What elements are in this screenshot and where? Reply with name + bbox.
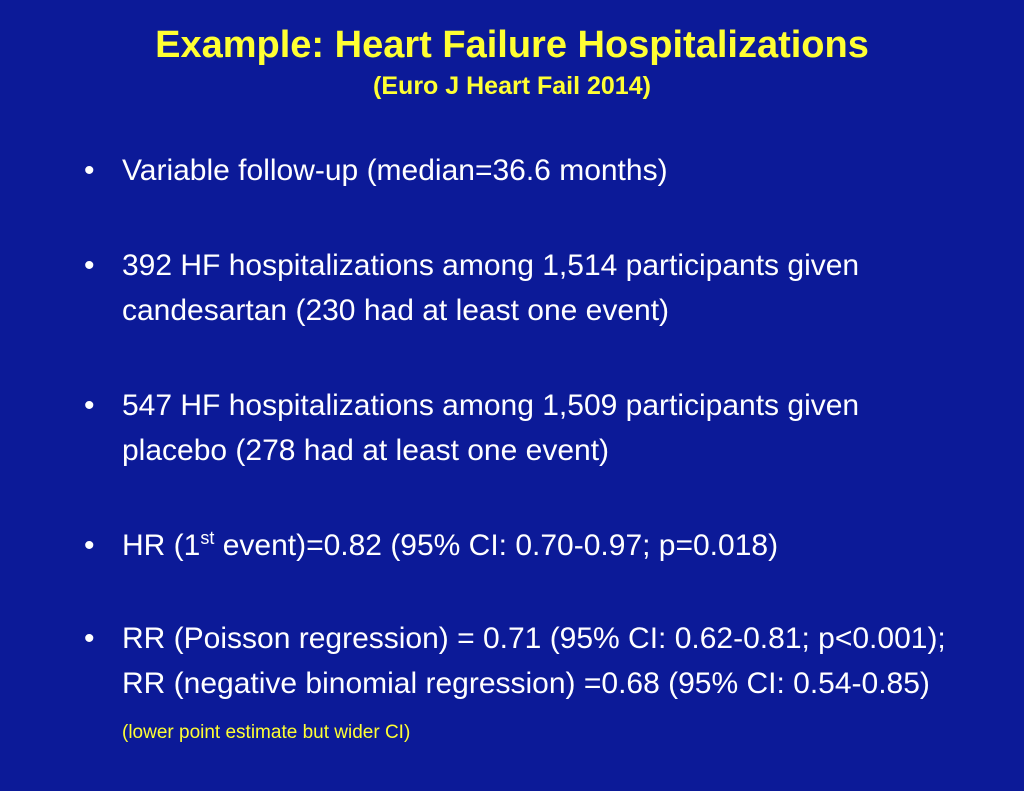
bullet-note: (lower point estimate but wider CI) [122,722,411,743]
bullet-dot: • [84,529,95,562]
title-block [0,22,1024,101]
bullet-text-post: event)=0.82 (95% CI: 0.70-0.97; p=0.018) [214,529,779,562]
slide-subtitle: (Euro J Heart Fail 2014) [373,72,651,100]
bullet-text-pre: HR (1 [122,529,201,562]
bullet-dot: • [84,622,95,655]
bullet-text: Variable follow-up (median=36.6 months) [122,154,668,187]
bullet-text: RR (Poisson regression) = 0.71 (95% CI: 0.62-0.81; p<0.001); RR (negative binomial regression) =0.68 (95% CI: 0.54-0.85) [122,622,946,700]
slide-title: Example: Heart Failure Hospitalizations [155,24,869,66]
bullet-dot: • [84,154,95,187]
bullet-text: 547 HF hospitalizations among 1,509 participants given placebo (278 had at least one event) [122,389,860,467]
bullet-placebo [84,383,964,473]
bullet-follow-up [84,148,964,193]
bullet-text: 392 HF hospitalizations among 1,514 participants given candesartan (230 had at least one event) [122,249,860,327]
bullet-dot: • [84,389,95,422]
bullet-candesartan [84,243,964,333]
bullet-rate-ratio [84,616,964,755]
bullet-dot: • [84,249,95,282]
bullet-list [84,148,964,755]
bullet-hazard-ratio [84,523,964,568]
ordinal-superscript: st [200,528,215,548]
